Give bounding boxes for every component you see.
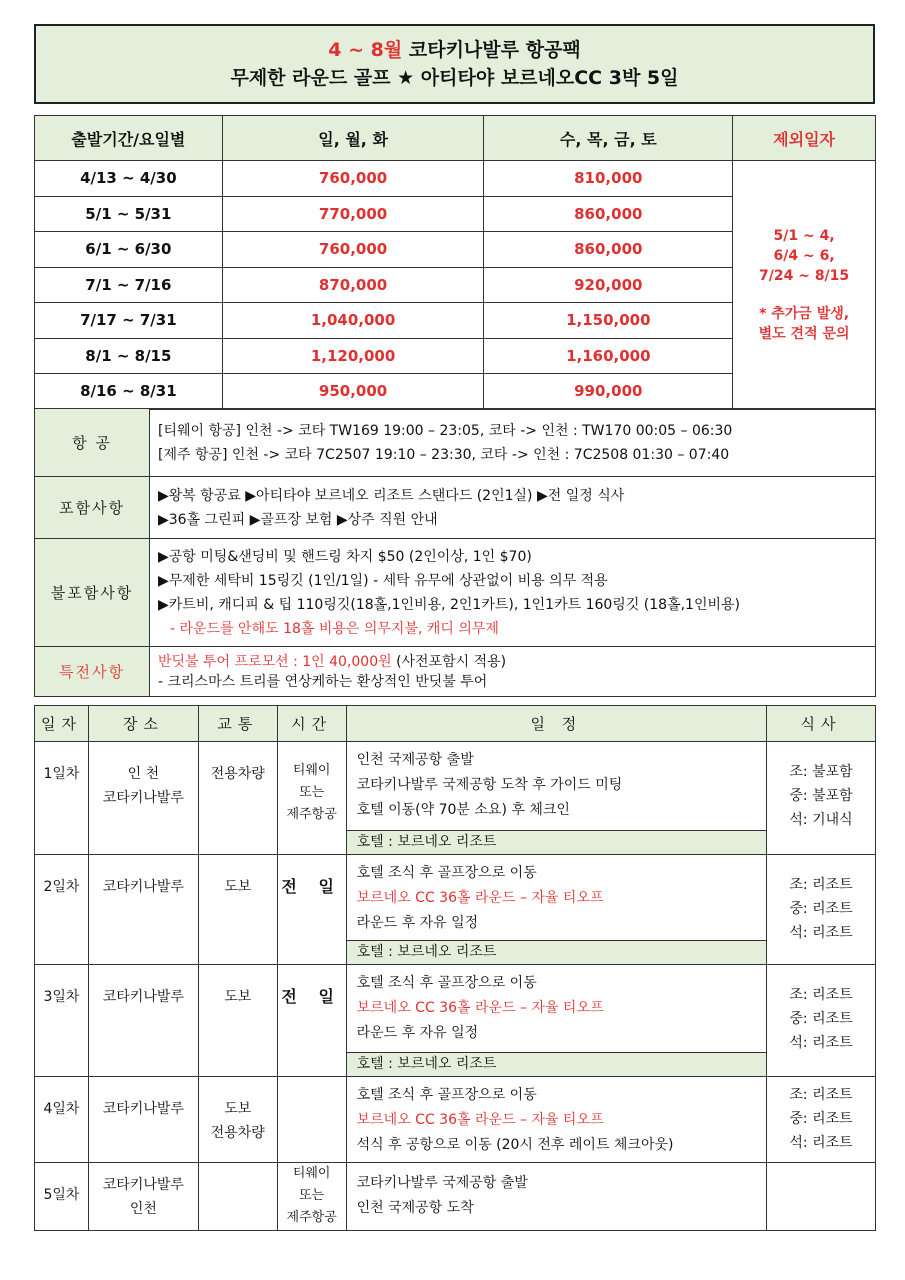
price-weekday: 1,120,000 (222, 338, 484, 374)
excluded-label: 불포함사항 (35, 539, 150, 647)
time: 또는 (299, 1188, 325, 1203)
header-weekend: 수, 목, 금, 토 (484, 116, 733, 161)
transport: 도보 (224, 1101, 252, 1117)
price-weekend: 990,000 (484, 374, 733, 410)
price-table (34, 115, 876, 410)
hotel-line: 호텔 : 보르네오 리조트 (347, 1052, 766, 1076)
price-weekday: 760,000 (222, 161, 484, 197)
flight-label: 항 공 (35, 409, 150, 477)
meal: 조: 리조트 (789, 987, 853, 1003)
included-label: 포함사항 (35, 477, 150, 539)
header-weekday: 일, 월, 화 (222, 116, 484, 161)
time-empty (277, 1077, 346, 1163)
price-weekday: 770,000 (222, 196, 484, 232)
place: 코타키나발루 (88, 965, 198, 1077)
schedule-line: 호텔 이동(약 70분 소요) 후 체크인 (356, 802, 570, 818)
meal-cell (767, 965, 876, 1077)
excluded-date: 5/1 ~ 4, (773, 227, 835, 244)
price-weekend: 1,150,000 (484, 303, 733, 339)
price-header-row (35, 116, 876, 161)
price-period: 8/16 ~ 8/31 (35, 374, 223, 410)
time: 제주항공 (286, 1210, 337, 1225)
hotel-line: 호텔 : 보르네오 리조트 (347, 940, 766, 964)
schedule-cell (346, 855, 766, 965)
meal: 중: 리조트 (789, 901, 853, 917)
header-excluded: 제외일자 (733, 116, 876, 161)
included-line: ▶왕복 항공료 ▶아티타야 보르네오 리조트 스탠다드 (2인1실) ▶전 일정 식사 (158, 487, 625, 504)
schedule-line: 보르네오 CC 36홀 라운드 – 자율 티오프 (356, 1000, 604, 1016)
schedule-line: 코타키나발루 국제공항 도착 후 가이드 미팅 (356, 777, 623, 793)
header-period: 출발기간/요일별 (35, 116, 223, 161)
flight-content (150, 409, 876, 477)
itinerary-row (35, 855, 876, 965)
meal-cell (767, 1077, 876, 1163)
meal: 석: 리조트 (789, 925, 853, 941)
day-label: 1일차 (35, 742, 89, 855)
day-label: 3일차 (35, 965, 89, 1077)
meal-cell (767, 742, 876, 855)
price-period: 7/17 ~ 7/31 (35, 303, 223, 339)
title-box (34, 24, 875, 104)
excluded-date: 7/24 ~ 8/15 (759, 267, 850, 284)
price-weekend: 1,160,000 (484, 338, 733, 374)
time-all-day: 전 일 (277, 965, 346, 1077)
excluded-note: * 추가금 발생, (759, 305, 850, 322)
special-promo-note: (사전포함시 적용) (391, 653, 507, 670)
flight-line: [티웨이 항공] 인천 -> 코타 TW169 19:00 – 23:05, 코타 -> 인천 : TW170 00:05 – 06:30 (158, 422, 733, 439)
place-cell (88, 1163, 198, 1231)
special-line: - 크리스마스 트리를 연상케하는 환상적인 반딧불 투어 (158, 673, 488, 690)
place: 코타키나발루 (88, 855, 198, 965)
meal: 중: 불포함 (789, 788, 853, 804)
meal-cell (767, 855, 876, 965)
header-day: 일자 (35, 706, 89, 742)
title-product: 코타키나발루 항공팩 (408, 39, 581, 61)
day-label: 5일차 (35, 1163, 89, 1231)
meal: 중: 리조트 (789, 1111, 853, 1127)
meal: 중: 리조트 (789, 1011, 853, 1027)
itinerary-header-row (35, 706, 876, 742)
price-weekend: 810,000 (484, 161, 733, 197)
price-weekend: 860,000 (484, 196, 733, 232)
schedule-line: 라운드 후 자유 일정 (356, 915, 479, 931)
title-line-1 (36, 36, 873, 64)
schedule-cell (346, 742, 766, 855)
schedule-cell (346, 965, 766, 1077)
schedule-line: 인천 국제공항 출발 (356, 752, 474, 768)
schedule-line: 라운드 후 자유 일정 (356, 1025, 479, 1041)
meal-empty (767, 1163, 876, 1231)
price-period: 6/1 ~ 6/30 (35, 232, 223, 268)
title-line-2: 무제한 라운드 골프 ★ 아티타야 보르네오CC 3박 5일 (230, 67, 679, 89)
excluded-content (150, 539, 876, 647)
price-weekend: 920,000 (484, 267, 733, 303)
transport-cell (198, 1077, 277, 1163)
excluded-date: 6/4 ~ 6, (773, 247, 835, 264)
schedule-line: 호텔 조식 후 골프장으로 이동 (356, 1087, 537, 1103)
flight-row (35, 409, 876, 477)
day-label: 4일차 (35, 1077, 89, 1163)
schedule-line: 보르네오 CC 36홀 라운드 – 자율 티오프 (356, 890, 604, 906)
info-table (34, 408, 876, 697)
transport: 전용차량 (210, 1125, 265, 1141)
excluded-row (35, 539, 876, 647)
time-cell (277, 1163, 346, 1231)
itinerary-table (34, 705, 876, 1231)
place: 인 천 (127, 766, 160, 782)
transport: 전용차량 (198, 742, 277, 855)
included-row (35, 477, 876, 539)
header-transport: 교통 (198, 706, 277, 742)
place: 코타키나발루 (102, 790, 184, 806)
transport: 도보 (198, 855, 277, 965)
time: 티웨이 (292, 763, 331, 778)
meal: 조: 리조트 (789, 877, 853, 893)
schedule-line: 석식 후 공항으로 이동 (20시 전후 레이트 체크아웃) (356, 1137, 674, 1153)
excluded-warning: - 라운드를 안해도 18홀 비용은 의무지불, 캐디 의무제 (170, 620, 499, 637)
price-weekday: 760,000 (222, 232, 484, 268)
meal: 조: 불포함 (789, 764, 853, 780)
header-place: 장소 (88, 706, 198, 742)
included-content (150, 477, 876, 539)
meal: 조: 리조트 (789, 1087, 853, 1103)
excluded-line: ▶무제한 세탁비 15링깃 (1인/1일) - 세탁 유무에 상관없이 비용 의무 적용 (158, 572, 608, 589)
transport-empty (198, 1163, 277, 1231)
schedule-line: 보르네오 CC 36홀 라운드 – 자율 티오프 (356, 1112, 604, 1128)
meal: 석: 리조트 (789, 1135, 853, 1151)
special-promo: 반딧불 투어 프로모션 : 1인 40,000원 (158, 653, 392, 670)
hotel-line: 호텔 : 보르네오 리조트 (347, 830, 766, 854)
special-content (150, 647, 876, 697)
price-period: 5/1 ~ 5/31 (35, 196, 223, 232)
included-line: ▶36홀 그린피 ▶골프장 보험 ▶상주 직원 안내 (158, 511, 438, 528)
schedule-line: 코타키나발루 국제공항 출발 (356, 1175, 528, 1191)
place: 코타키나발루 (88, 1077, 198, 1163)
meal: 석: 리조트 (789, 1035, 853, 1051)
excluded-note: 별도 견적 문의 (758, 325, 850, 342)
price-weekday: 950,000 (222, 374, 484, 410)
time-all-day: 전 일 (277, 855, 346, 965)
meal: 석: 기내식 (789, 812, 853, 828)
title-period: 4 ~ 8월 (328, 39, 403, 61)
special-label: 특전사항 (35, 647, 150, 697)
price-weekday: 870,000 (222, 267, 484, 303)
itinerary-row (35, 742, 876, 855)
excluded-dates-cell (733, 161, 876, 410)
time: 제주항공 (286, 807, 337, 822)
day-label: 2일차 (35, 855, 89, 965)
excluded-line: ▶카트비, 캐디피 & 팁 110링깃(18홀,1인비용, 2인1카트), 1인1카트 160링깃 (18홀,1인비용) (158, 596, 740, 613)
schedule-line: 호텔 조식 후 골프장으로 이동 (356, 865, 537, 881)
price-period: 8/1 ~ 8/15 (35, 338, 223, 374)
flight-line: [제주 항공] 인천 -> 코타 7C2507 19:10 – 23:30, 코타 -> 인천 : 7C2508 01:30 – 07:40 (158, 446, 730, 463)
price-weekend: 860,000 (484, 232, 733, 268)
time: 또는 (299, 785, 325, 800)
special-line (158, 652, 867, 672)
price-period: 4/13 ~ 4/30 (35, 161, 223, 197)
price-period: 7/1 ~ 7/16 (35, 267, 223, 303)
schedule-cell (346, 1163, 766, 1231)
schedule-line: 호텔 조식 후 골프장으로 이동 (356, 975, 537, 991)
header-meal: 식사 (767, 706, 876, 742)
place-cell (88, 742, 198, 855)
transport: 도보 (198, 965, 277, 1077)
header-time: 시간 (277, 706, 346, 742)
special-row (35, 647, 876, 697)
price-weekday: 1,040,000 (222, 303, 484, 339)
itinerary-row (35, 1077, 876, 1163)
time: 티웨이 (292, 1166, 331, 1181)
schedule-line: 인천 국제공항 도착 (356, 1200, 474, 1216)
time-cell (277, 742, 346, 855)
schedule-cell (346, 1077, 766, 1163)
itinerary-row (35, 965, 876, 1077)
price-row (35, 161, 876, 197)
place: 인천 (129, 1201, 157, 1217)
excluded-line: ▶공항 미팅&샌딩비 및 핸드링 차지 $50 (2인이상, 1인 $70) (158, 548, 532, 565)
header-schedule: 일 정 (346, 706, 766, 742)
itinerary-row (35, 1163, 876, 1231)
place: 코타키나발루 (102, 1177, 184, 1193)
